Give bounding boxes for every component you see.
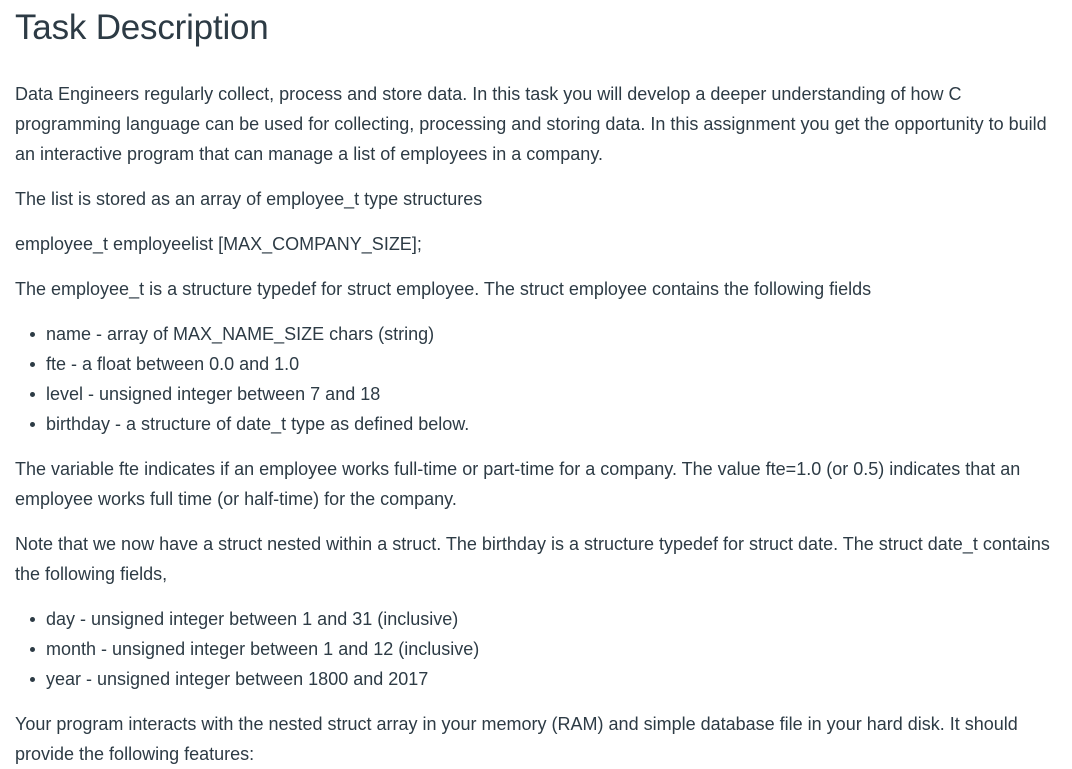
list-stored-paragraph: The list is stored as an array of employee_t type structures xyxy=(15,189,483,209)
list-item-text: name - array of MAX_NAME_SIZE chars (string) xyxy=(46,324,435,344)
list-item xyxy=(30,409,1056,439)
list-item-text: birthday - a structure of date_t type as defined below. xyxy=(46,414,470,434)
page-title: Task Description xyxy=(15,8,269,47)
features-intro-paragraph: Your program interacts with the nested struct array in your memory (RAM) and simple database file in your hard disk. It should provide the following features: xyxy=(15,714,1018,764)
list-item xyxy=(30,664,1056,694)
bullet-icon xyxy=(30,332,35,337)
bullet-icon xyxy=(30,392,35,397)
date-fields-list xyxy=(15,604,1056,694)
intro-paragraph: Data Engineers regularly collect, process and store data. In this task you will develop a deeper understanding of how C programming language can be used for collecting, processing and storing data. In this assignment you get the opportunity to build an interactive program that can manage a list of employees in a company. xyxy=(15,84,1047,164)
list-item-text: level - unsigned integer between 7 and 18 xyxy=(46,384,381,404)
list-item xyxy=(30,604,1056,634)
list-item xyxy=(30,379,1056,409)
list-item-text: month - unsigned integer between 1 and 12 (inclusive) xyxy=(46,639,480,659)
bullet-icon xyxy=(30,677,35,682)
employee-fields-list xyxy=(15,319,1056,439)
list-item xyxy=(30,319,1056,349)
nested-struct-paragraph: Note that we now have a struct nested within a struct. The birthday is a structure typedef for struct date. The struct date_t contains the following fields, xyxy=(15,534,1050,584)
bullet-icon xyxy=(30,362,35,367)
list-item-text: day - unsigned integer between 1 and 31 (inclusive) xyxy=(46,609,459,629)
fte-paragraph: The variable fte indicates if an employee works full-time or part-time for a company. The value fte=1.0 (or 0.5) indicates that an employee works full time (or half-time) for the company. xyxy=(15,459,1021,509)
list-item xyxy=(30,349,1056,379)
bullet-icon xyxy=(30,647,35,652)
bullet-icon xyxy=(30,422,35,427)
list-item-text: fte - a float between 0.0 and 1.0 xyxy=(46,354,300,374)
list-item-text: year - unsigned integer between 1800 and 2017 xyxy=(46,669,429,689)
array-declaration: employee_t employeelist [MAX_COMPANY_SIZE]; xyxy=(15,234,422,254)
bullet-icon xyxy=(30,617,35,622)
typedef-paragraph: The employee_t is a structure typedef for struct employee. The struct employee contains the following fields xyxy=(15,279,872,299)
list-item xyxy=(30,634,1056,664)
